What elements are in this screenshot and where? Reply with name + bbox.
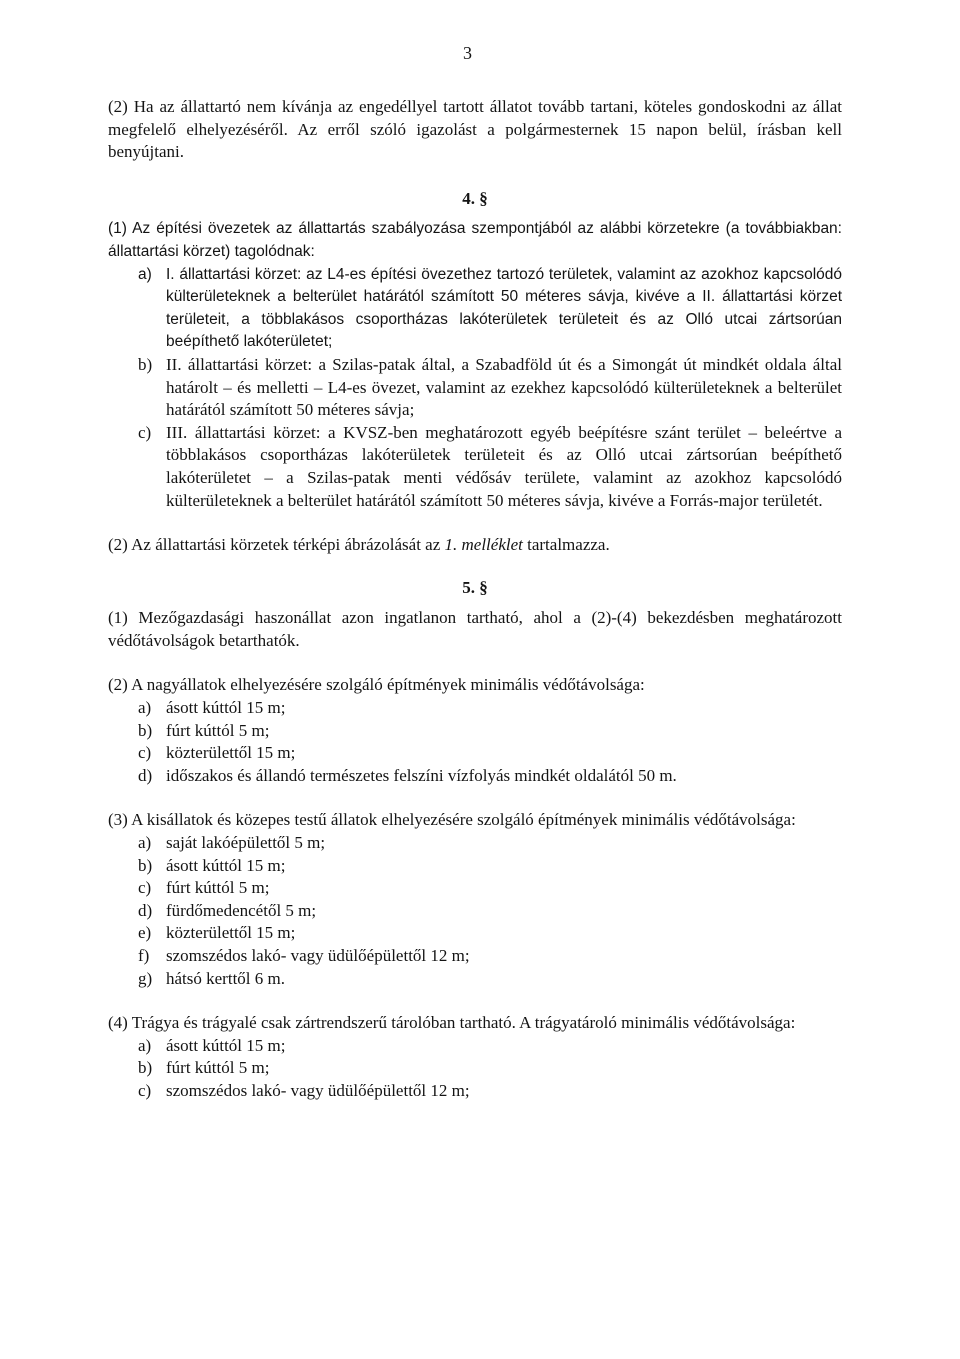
list-item-label: b) [138,1058,153,1078]
list-item-label: b) [138,354,153,374]
list-item-text: fürdőmedencétől 5 m; [166,900,317,920]
list-item [108,1035,842,1058]
distance-list-small-animals [108,832,842,990]
list-item-text: hátsó kerttől 6 m. [166,968,285,988]
paragraph-3-2: (2) Ha az állattartó nem kívánja az engedéllyel tartott állatot tovább tartani, köteles gondoskodni az állat megfelelő elhelyezéséről. Az erről szóló igazolást a polgármesternek 15 napon belül, írásban kell benyújtani. [108,97,842,162]
list-item-text: saját lakóépülettől 5 m; [166,833,326,853]
list-item [108,720,842,743]
list-item-label: a) [138,1035,152,1055]
list-item-text: fúrt kúttól 5 m; [166,878,270,898]
list-item [108,422,842,512]
paragraph-4-1: (1) Az építési övezetek az állattartás szabályozása szempontjából az alábbi körzetekre (a továbbiakban: állattartási körzet) tagolódnak: [108,220,842,260]
list-item-label: f) [138,946,150,965]
distance-list-large-animals [108,697,842,787]
list-item-text: ásott kúttól 15 m; [166,855,286,875]
list-item-label: c) [138,743,152,763]
list-item-label: g) [138,968,153,988]
list-item-text: ásott kúttól 15 m; [166,1035,286,1055]
list-item-label: a) [138,698,152,718]
distance-list-manure-storage [108,1035,842,1103]
list-item [108,765,842,788]
list-item [108,264,842,354]
paragraph-5-4: (4) Trágya és trágyalé csak zártrendszerű tárolóban tartható. A trágyatároló minimális védőtávolsága: [108,1013,796,1033]
list-item [108,697,842,720]
section-5-heading: 5. § [462,577,488,597]
list-item-text: fúrt kúttól 5 m; [166,1058,270,1078]
list-item-label: a) [138,265,152,283]
list-item [108,742,842,765]
paragraph-5-1: (1) Mezőgazdasági haszonállat azon ingatlanon tartható, ahol a (2)-(4) bekezdésben meghatározott védőtávolságok betarthatók. [108,608,842,650]
document-body [108,96,842,1103]
page-number: 3 [463,43,472,63]
list-item [108,354,842,422]
list-item-label: b) [138,720,153,740]
list-item [108,968,842,991]
list-item [108,877,842,900]
list-item-label: b) [138,855,153,875]
list-item-text: II. állattartási körzet: a Szilas-patak által, a Szabadföld út és a Simongát út mindkét oldala által határolt – és melletti – L4-es övezet, valamint az ezekhez kapcsolódó külterületeknek a belterület határától számított 50 méteres sávja; [166,354,842,420]
list-item [108,1057,842,1080]
list-item-text: fúrt kúttól 5 m; [166,720,270,740]
list-item-text: szomszédos lakó- vagy üdülőépülettől 12 m; [166,1080,470,1100]
list-item-text: III. állattartási körzet: a KVSZ-ben meghatározott egyéb beépítésre szánt terület – beleértve a többlakásos csoportházas lakóterületek területeit és az Olló utcai zártsorúan beépíthető lakóterületet – a Szilas-patak menti védősáv területe, valamint az azokhoz kapcsolódó külterületeknek a belterület határától számított 50 méteres sávja, kivéve a Forrás-major területét. [166,422,842,510]
list-item-label: c) [138,422,152,442]
text-segment: (2) Az állattartási körzetek térképi ábrázolását az [108,535,445,555]
list-item [108,855,842,878]
list-item [108,900,842,923]
list-item [108,832,842,855]
zone-list [108,264,842,513]
list-item [108,1080,842,1103]
text-segment: tartalmazza. [522,535,610,555]
list-item-label: a) [138,833,152,853]
list-item-text: közterülettől 15 m; [166,743,296,763]
list-item-label: d) [138,900,153,920]
list-item-text: ásott kúttól 15 m; [166,698,286,718]
list-item-text: I. állattartási körzet: az L4-es építési övezethez tartozó területek, valamint az azokhoz kapcsolódó külterületeknek a belterület határától számított 50 méteres sávja, kivéve a II. állattartási körzet területeit, a többlakásos csoportházas lakóterületek területeit és az Olló utcai zártsorúan beépíthető lakóterületet; [166,265,842,351]
list-item-label: c) [138,878,152,898]
list-item-text: időszakos és állandó természetes felszíni vízfolyás mindkét oldalától 50 m. [166,765,677,785]
list-item-text: szomszédos lakó- vagy üdülőépülettől 12 m; [166,946,470,965]
list-item-label: c) [138,1080,152,1100]
paragraph-5-3: (3) A kisállatok és közepes testű állatok elhelyezésére szolgáló építmények minimális védőtávolsága: [108,810,796,830]
section-4-heading: 4. § [462,188,488,208]
list-item-label: d) [138,765,153,785]
paragraph-4-2 [108,534,842,557]
list-item-label: e) [138,923,152,943]
annex-reference: 1. melléklet [444,535,523,555]
list-item [108,945,842,968]
list-item-text: közterülettől 15 m; [166,923,296,943]
list-item [108,922,842,945]
paragraph-5-2: (2) A nagyállatok elhelyezésére szolgáló építmények minimális védőtávolsága: [108,675,645,695]
